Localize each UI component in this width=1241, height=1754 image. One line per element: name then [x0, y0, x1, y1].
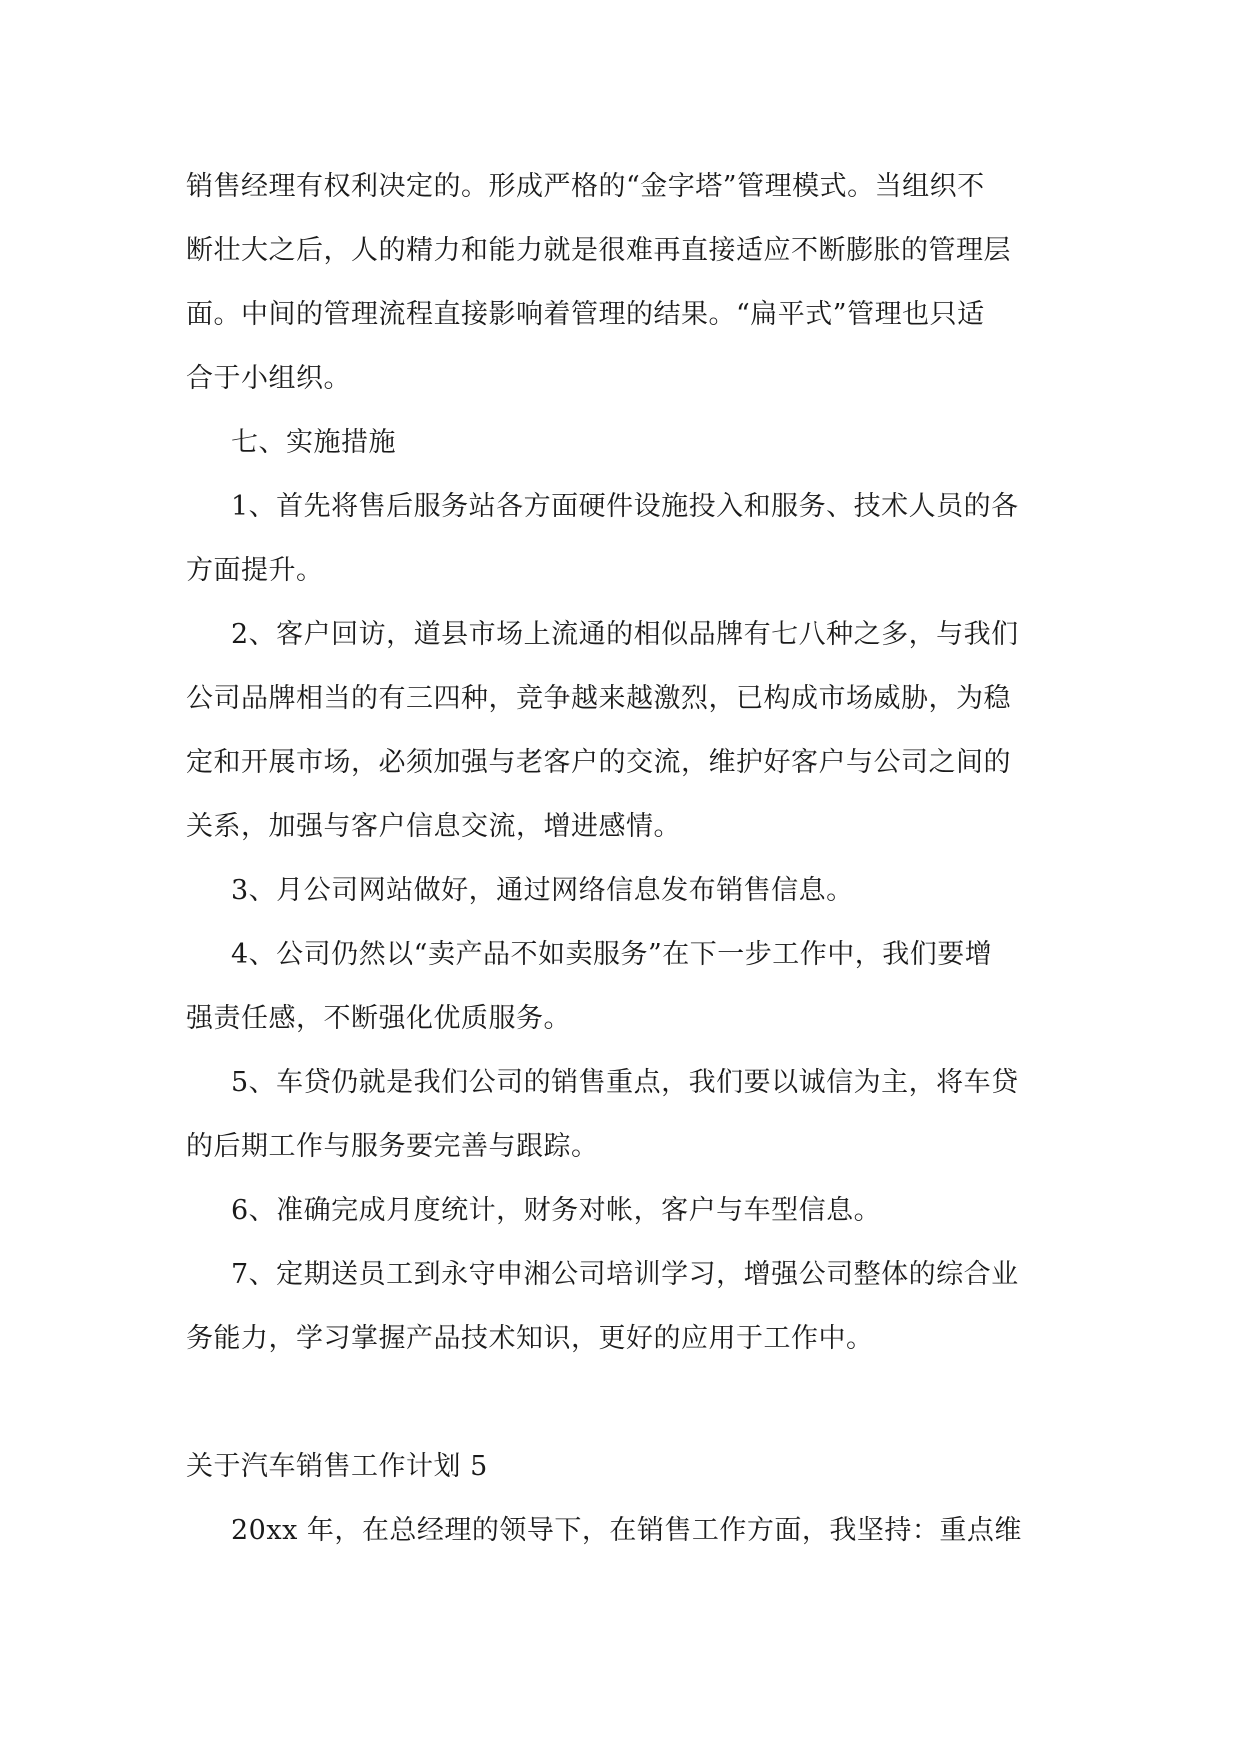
section-gap	[186, 1371, 1056, 1435]
document-body	[186, 155, 1056, 1563]
paragraph-line: 20xx 年，在总经理的领导下，在销售工作方面，我坚持：重点维	[231, 1515, 1022, 1546]
list-item-3: 3、月公司网站做好，通过网络信息发布销售信息。	[231, 875, 854, 906]
list-item-6: 6、准确完成月度统计，财务对帐，客户与车型信息。	[231, 1195, 882, 1226]
section-heading: 七、实施措施	[231, 427, 396, 458]
section-title: 关于汽车销售工作计划 5	[186, 1451, 488, 1482]
paragraph-line: 面。中间的管理流程直接影响着管理的结果。“扁平式”管理也只适	[186, 299, 985, 330]
list-item-2: 2、客户回访，道县市场上流通的相似品牌有七八种之多，与我们	[231, 619, 1019, 650]
list-item-2-continued: 公司品牌相当的有三四种，竞争越来越激烈，已构成市场威胁，为稳	[186, 683, 1011, 714]
paragraph-line: 销售经理有权利决定的。形成严格的“金字塔”管理模式。当组织不	[186, 171, 985, 202]
list-item-7-continued: 务能力，学习掌握产品技术知识，更好的应用于工作中。	[186, 1323, 874, 1354]
list-item-4: 4、公司仍然以“卖产品不如卖服务”在下一步工作中，我们要增	[231, 939, 993, 970]
paragraph-line: 断壮大之后，人的精力和能力就是很难再直接适应不断膨胀的管理层	[186, 235, 1011, 266]
list-item-5-continued: 的后期工作与服务要完善与跟踪。	[186, 1131, 599, 1162]
list-item-1-continued: 方面提升。	[186, 555, 324, 586]
paragraph-line: 合于小组织。	[186, 363, 351, 394]
list-item-2-continued: 定和开展市场，必须加强与老客户的交流，维护好客户与公司之间的	[186, 747, 1011, 778]
list-item-1: 1、首先将售后服务站各方面硬件设施投入和服务、技术人员的各	[231, 491, 1019, 522]
list-item-7: 7、定期送员工到永守申湘公司培训学习，增强公司整体的综合业	[231, 1259, 1019, 1290]
list-item-2-continued: 关系，加强与客户信息交流，增进感情。	[186, 811, 681, 842]
list-item-4-continued: 强责任感，不断强化优质服务。	[186, 1003, 571, 1034]
list-item-5: 5、车贷仍就是我们公司的销售重点，我们要以诚信为主，将车贷	[231, 1067, 1019, 1098]
